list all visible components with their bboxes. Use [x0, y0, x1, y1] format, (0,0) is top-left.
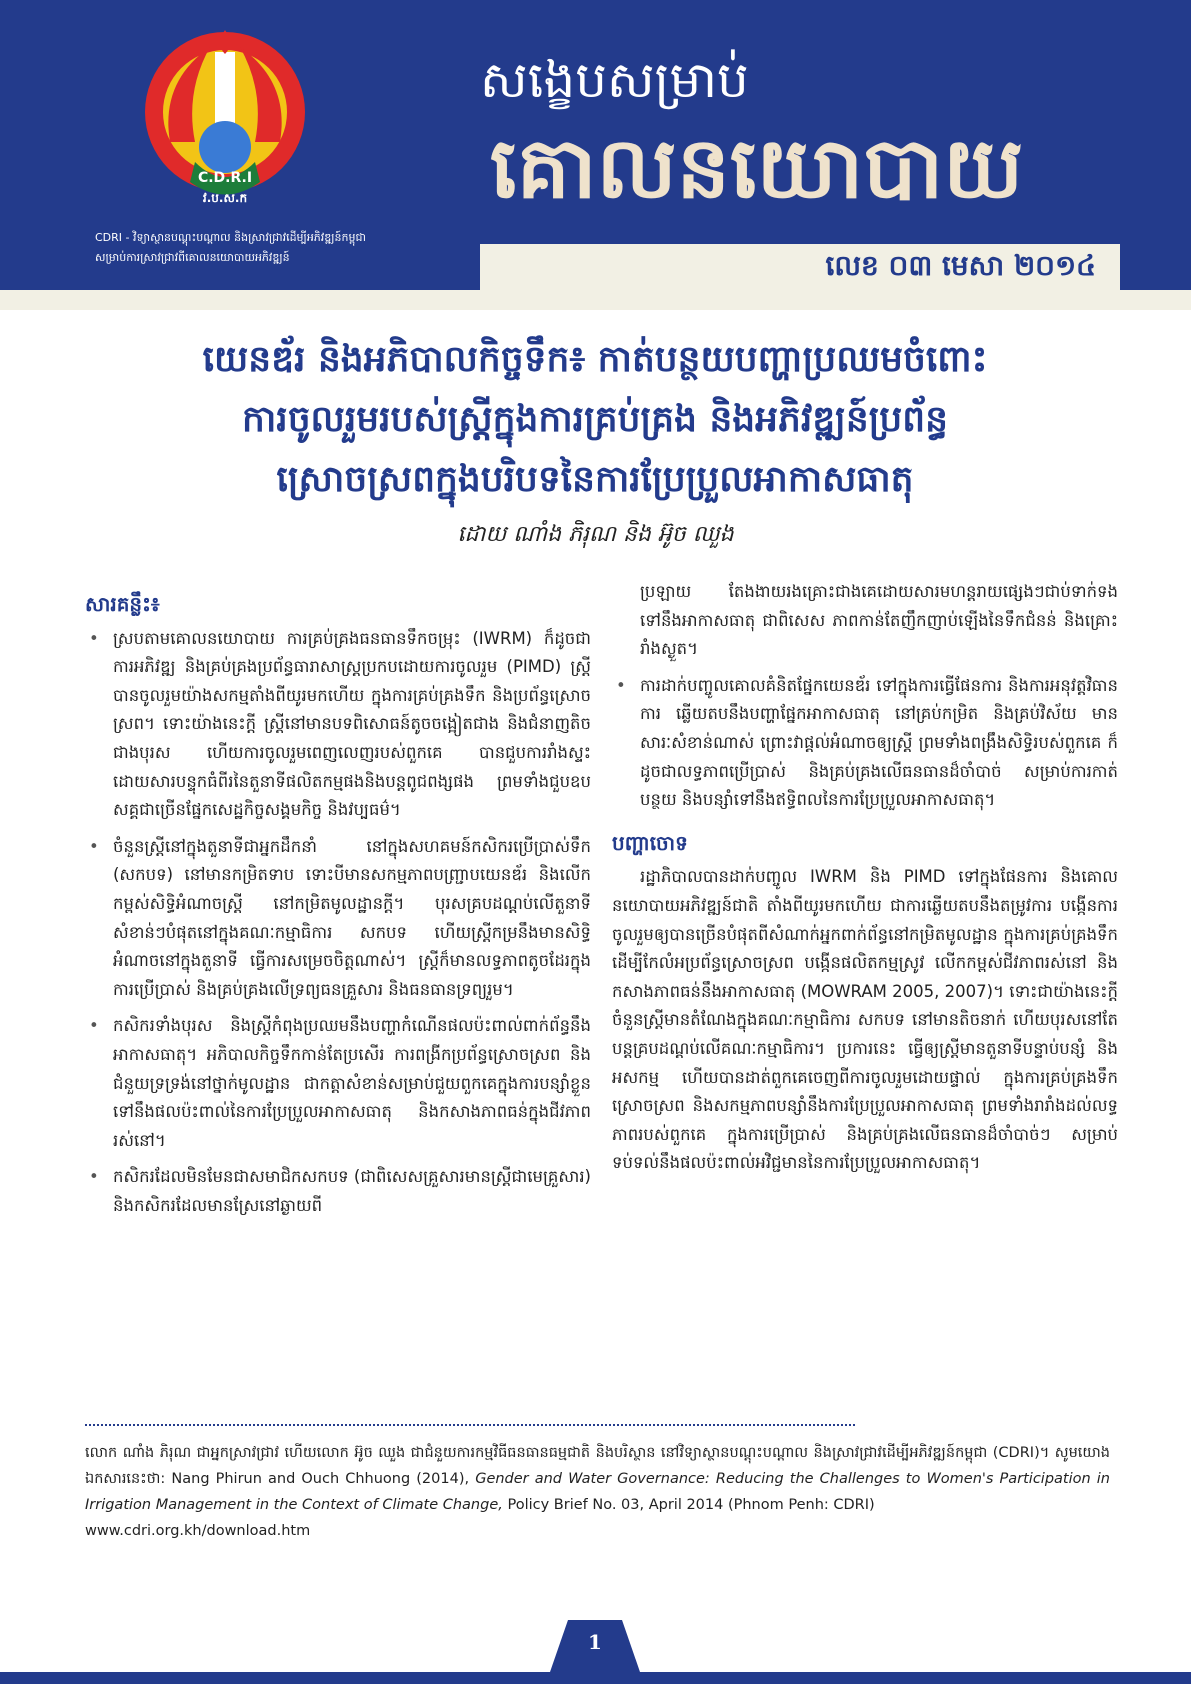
issue-bar: [480, 244, 1120, 290]
list-item: • ស្របតាមគោលនយោបាយ ការគ្រប់គ្រងធនធានទឹកចម្រុះ (IWRM) ក៏ដូចជាការអភិវឌ្ឍ និងគ្រប់គ្រងប្រព័ន្ធធារាសាស្ត្រប្រកបដោយការចូលរួម (PIMD) ស្ត្រីបានចូលរួមយ៉ាងសកម្មតាំងពីយូរមកហើយ ក្នុងការគ្រប់គ្រងទឹក និងប្រព័ន្ធស្រោចស្រព។ ទោះយ៉ាងនេះក្តី ស្ត្រីនៅមានបទពិសោធន៍តូចចង្អៀតជាង និងជំនាញតិចជាងបុរស ហើយការចូលរួមពេញលេញរបស់ពួកគេ បានជួបការរាំងស្ទះដោយសារបន្ទុកធំពីរនៃតួនាទីផលិតកម្មផងនិងបន្តពូជពង្សផង ព្រមទាំងជួបឧបសគ្គជាច្រើនផ្នែកសេដ្ឋកិច្ចសង្គមកិច្ច និងវប្បធម៌។: [85, 625, 591, 825]
citation-authors: Nang Phirun and Ouch Chhuong (2014),: [171, 1471, 470, 1487]
footer-bar: [0, 1672, 1191, 1684]
institute-line-2: សម្រាប់ការស្រាវជ្រាវពីគោលនយោបាយអភិវឌ្ឍន៍: [95, 251, 290, 264]
right-column: [612, 578, 1118, 1178]
problem-heading: បញ្ហាចោទ: [612, 830, 688, 855]
title-line-3: ស្រោចស្រពក្នុងបរិបទនៃការប្រែប្រួលអាកាសធាតុ: [276, 459, 914, 500]
footnote: [85, 1440, 1110, 1544]
title-line-2: ការចូលរួមរបស់ស្ត្រីក្នុងការគ្រប់គ្រង និងអភិវឌ្ឍន៍ប្រព័ន្ធ: [242, 399, 948, 440]
logo-text: C.D.R.I: [197, 170, 253, 186]
key-points-list: [85, 625, 591, 1221]
left-column: [85, 590, 591, 1228]
series-kicker: សង្ខេបសម្រាប់: [480, 51, 749, 109]
list-item: • ចំនួនស្ត្រីនៅក្នុងតួនាទីជាអ្នកដឹកនាំ នៅក្នុងសហគមន៍កសិករប្រើប្រាស់ទឹក (សកបទ) នៅមានកម្រិតទាប ទោះបីមានសកម្មភាពបញ្ជ្រាបយេនឌ័រ និងលើកកម្ពស់សិទ្ធិអំណាចស្ត្រី នៅកម្រិតមូលដ្ឋានក្តី។ បុរសគ្របដណ្តប់លើតួនាទីសំខាន់ៗបំផុតនៅក្នុងគណៈកម្មាធិការ សកបទ ហើយស្ត្រីកម្រនឹងមានសិទ្ធិអំណាចនៅក្នុងតួនាទី ធ្វើការសម្រេចចិត្តណាស់។ ស្ត្រីក៏មានលទ្ធភាពតូចដែរក្នុងការប្រើប្រាស់ និងគ្រប់គ្រងលើទ្រព្យធនគ្រួសារ និងធនធានទ្រព្យរួម។: [85, 833, 591, 1005]
title-line-1: យេនឌ័រ និងអភិបាលកិច្ចទឹក៖ កាត់បន្ថយបញ្ហាប្រឈមចំពោះ: [202, 339, 988, 380]
masthead: [0, 0, 1191, 290]
problem-paragraph: រដ្ឋាភិបាលបានដាក់បញ្ចូល IWRM និង PIMD ទៅក្នុងផែនការ និងគោលនយោបាយអភិវឌ្ឍន៍ជាតិ តាំងពីយូរមកហើយ ជាការឆ្លើយតបនឹងតម្រូវការ បង្កើនការចូលរួមឲ្យបានច្រើនបំផុតពីសំណាក់អ្នកពាក់ព័ន្ធនៅកម្រិតមូលដ្ឋាន ក្នុងការគ្រប់គ្រងទឹកដើម្បីកែលំអប្រព័ន្ធស្រោចស្រព បង្កើនផលិតកម្មស្រូវ លើកកម្ពស់ជីវភាពរស់នៅ និងកសាងភាពធន់នឹងអាកាសធាតុ (MOWRAM 2005, 2007)។ ទោះជាយ៉ាងនេះក្តី ចំនួនស្ត្រីមានតំណែងក្នុងគណៈកម្មាធិការ សកបទ នៅមានតិចនាក់ ហើយបុរសនៅតែបន្តគ្របដណ្តប់លើគណៈកម្មាធិការ។ ប្រការនេះ ធ្វើឲ្យស្ត្រីមានតួនាទីបន្ទាប់បន្សំ និងអសកម្ម ហើយបានដាត់ពួកគេចេញពីការចូលរួមដោយផ្ទាល់ ក្នុងការគ្រប់គ្រងទឹកស្រោចស្រព និងសកម្មភាពបន្សាំនឹងការប្រែប្រួលអាកាសធាតុ ព្រមទាំងរារាំងដល់លទ្ធភាពរបស់ពួកគេ ក្នុងការប្រើប្រាស់ និងគ្រប់គ្រងលើធនធានដ៏ចាំបាច់ៗ សម្រាប់ទប់ទល់នឹងផលប៉ះពាល់អវិជ្ជមាននៃការប្រែប្រួលអាកាសធាតុ។: [612, 867, 1118, 1173]
footnote-text: លោក ណាំង ភិរុណ ជាអ្នកស្រាវជ្រាវ ហើយលោក អ៊ូច ឈួង ជាជំនួយការកម្មវិធីធនធានធម្មជាតិ និងបរិស្ថាន នៅវិទ្យាស្ថានបណ្តុះបណ្តាល និងស្រាវជ្រាវដើម្បីអភិវឌ្ឍន៍កម្ពុជា (CDRI)។ សូមយោងឯកសារនេះថា:: [85, 1445, 1110, 1487]
key-points-list-continued: [612, 672, 1118, 815]
header-stripe: [0, 290, 1191, 310]
cdri-logo: [140, 22, 310, 212]
page-number: 1: [588, 1630, 602, 1654]
key-points-heading: សារគន្លឹះ៖: [85, 592, 160, 616]
document-title: [70, 330, 1120, 510]
list-item: • កសិករដែលមិនមែនជាសមាជិកសកបទ (ជាពិសេសគ្រួសារមានស្ត្រីជាមេគ្រួសារ) និងកសិករដែលមានស្រែនៅឆ្ងាយពី: [85, 1163, 591, 1220]
download-link[interactable]: www.cdri.org.kh/download.htm: [85, 1523, 311, 1539]
authors: ដោយ ណាំង ភិរុណ និង អ៊ូច ឈួង: [457, 522, 734, 547]
citation-tail: Policy Brief No. 03, April 2014 (Phnom Penh: CDRI): [507, 1497, 875, 1513]
footnote-divider: [85, 1424, 855, 1426]
citation-title: Gender and Water Governance: Reducing the Challenges to Women's Participation in Irrigation Management in the Context of Climate Change,: [85, 1471, 1110, 1513]
institute-name: [95, 228, 395, 268]
issue-number: លេខ ០៣ មេសា ២០១៤: [825, 249, 1096, 282]
institute-line-1: CDRI - វិទ្យាស្ថានបណ្តុះបណ្តាល និងស្រាវជ្រាវដើម្បីអភិវឌ្ឍន៍កម្ពុជា: [95, 231, 366, 244]
list-item: • កសិករទាំងបុរស និងស្ត្រីកំពុងប្រឈមនឹងបញ្ហាកំណើនផលប៉ះពាល់ពាក់ព័ន្ធនឹងអាកាសធាតុ។ អភិបាលកិច្ចទឹកកាន់តែប្រសើរ ការពង្រីកប្រព័ន្ធស្រោចស្រព និងជំនួយទ្រទ្រង់នៅថ្នាក់មូលដ្ឋាន ជាកត្តាសំខាន់សម្រាប់ជួយពួកគេក្នុងការបន្សាំខ្លួន ទៅនឹងផលប៉ះពាល់នៃការប្រែប្រួលអាកាសធាតុ និងកសាងភាពធន់ក្នុងជីវភាពរស់នៅ។: [85, 1012, 591, 1155]
series-title: គោលនយោបាយ: [490, 119, 1024, 217]
logo-text-bottom: វ.ប.ស.ក: [202, 191, 248, 205]
list-item-continued: ប្រឡាយ តែងងាយរងគ្រោះជាងគេដោយសារមហន្តរាយផ្សេងៗជាប់ទាក់ទងទៅនឹងអាកាសធាតុ ជាពិសេស ភាពកាន់តែញឹកញាប់ឡើងនៃទឹកជំនន់ និងគ្រោះរាំងស្ងួត។: [640, 582, 1118, 659]
list-item: • ការដាក់បញ្ចូលគោលគំនិតផ្នែកយេនឌ័រ ទៅក្នុងការធ្វើផែនការ និងការអនុវត្តវិធានការ ឆ្លើយតបនឹងបញ្ហាផ្នែកអាកាសធាតុ នៅគ្រប់កម្រិត និងគ្រប់វិស័យ មានសារៈសំខាន់ណាស់ ព្រោះវាផ្តល់អំណាចឲ្យស្ត្រី ព្រមទាំងពង្រឹងសិទ្ធិរបស់ពួកគេ ក៏ដូចជាលទ្ធភាពប្រើប្រាស់ និងគ្រប់គ្រងលើធនធានដ៏ចាំបាច់ សម្រាប់ការកាត់បន្ថយ និងបន្សាំទៅនឹងឥទ្ធិពលនៃការប្រែប្រួលអាកាសធាតុ។: [612, 672, 1118, 815]
